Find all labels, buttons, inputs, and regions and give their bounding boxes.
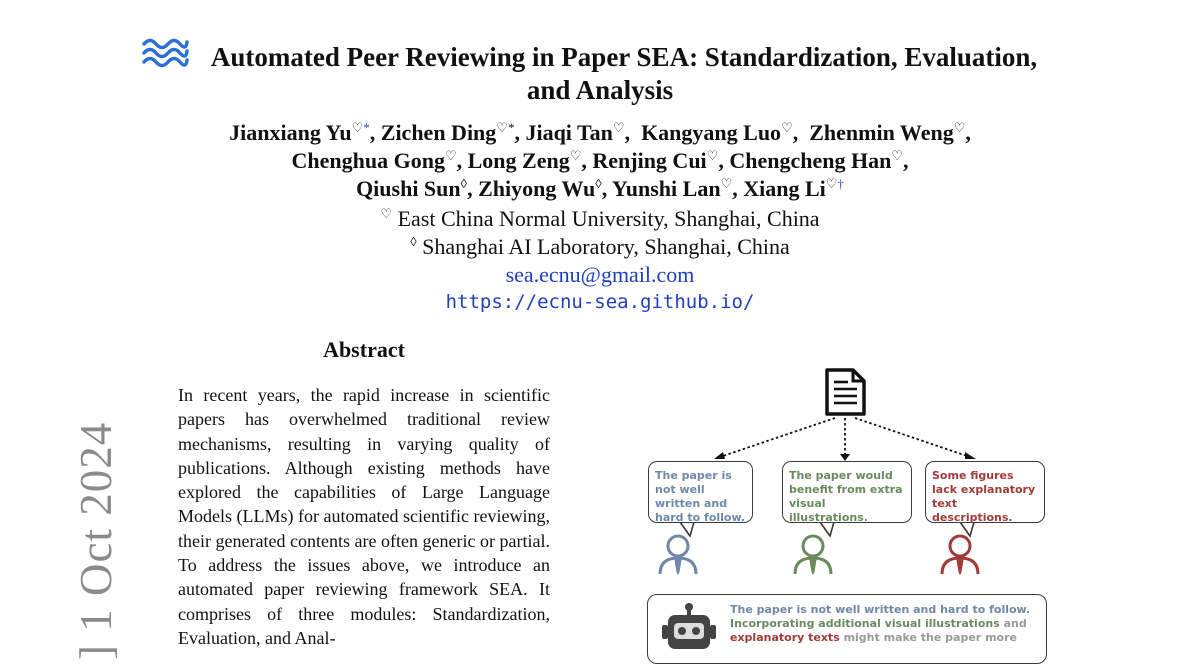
author: Jiaqi Tan♡ (525, 120, 625, 145)
review-bubble-2: The paper would benefit from extra visual illustrations. (782, 461, 912, 523)
summary-box (647, 594, 1047, 664)
robot-icon (656, 601, 726, 661)
title-line-2: and Analysis (526, 75, 674, 105)
abstract-text: In recent years, the rapid increase in scientific papers has overwhelmed traditional review mechanisms, resulting in varying quality of publications. Although existing methods have explored the capabilities of Large Language Models (LLMs) for automated scientific reviewing, their generated contents are often generic or partial. To address the issues above, we introduce an automated paper reviewing framework SEA. It comprises of three modules: Standardization, Evaluation, and Anal- (178, 385, 550, 648)
summary-text: The paper is not well written and hard to follow. Incorporating additional visual illustrations and explanatory texts might make the paper more (730, 603, 1031, 644)
author-list (150, 119, 1050, 203)
author: Zhiyong Wu◊ (478, 176, 602, 201)
abstract-heading: Abstract (323, 337, 405, 362)
author: Long Zeng♡ (467, 148, 582, 173)
title-line-1: Automated Peer Reviewing in Paper SEA: Standardization, Evaluation, (210, 42, 1038, 72)
author: Chengcheng Han♡ (729, 148, 903, 173)
author: Zhenmin Weng♡ (809, 120, 966, 145)
author: Qiushi Sun◊ (356, 176, 468, 201)
author: Renjing Cui♡ (592, 148, 719, 173)
author-line-3: Qiushi Sun◊, Zhiyong Wu◊, Yunshi Lan♡, Xiang Li♡† (356, 176, 844, 201)
reviewer-icon-2 (795, 536, 831, 574)
reviewer-icon-3 (942, 536, 978, 574)
affiliation-2: ◊ Shanghai AI Laboratory, Shanghai, China (410, 234, 790, 259)
arxiv-margin-stamp: ] 1 Oct 2024 (71, 421, 121, 660)
project-url-link[interactable]: https://ecnu-sea.github.io/ (445, 291, 755, 313)
author: Kangyang Luo♡ (641, 120, 793, 145)
author-line-1: Jianxiang Yu♡*, Zichen Ding♡*, Jiaqi Tan♡, Kangyang Luo♡, Zhenmin Weng♡, (229, 120, 971, 145)
paper-title (150, 41, 1050, 107)
author: Zichen Ding♡* (380, 120, 515, 145)
author: Yunshi Lan♡ (611, 176, 733, 201)
reviewer-icon-1 (660, 536, 696, 574)
dotted-arrows (720, 418, 970, 457)
review-bubble-1: The paper is not well written and hard to follow. (648, 461, 753, 523)
overview-figure (640, 360, 1060, 648)
author: Jianxiang Yu♡* (229, 120, 370, 145)
document-icon (827, 370, 864, 414)
author: Xiang Li♡† (743, 176, 844, 201)
affiliation-1: ♡ East China Normal University, Shanghai, China (380, 206, 820, 231)
author-line-2: Chenghua Gong♡, Long Zeng♡, Renjing Cui♡, Chengcheng Han♡, (291, 148, 909, 173)
author: Chenghua Gong♡ (291, 148, 457, 173)
contact-email-link[interactable]: sea.ecnu@gmail.com (505, 262, 695, 287)
review-bubble-3: Some figures lack explanatory text descriptions. (925, 461, 1045, 523)
